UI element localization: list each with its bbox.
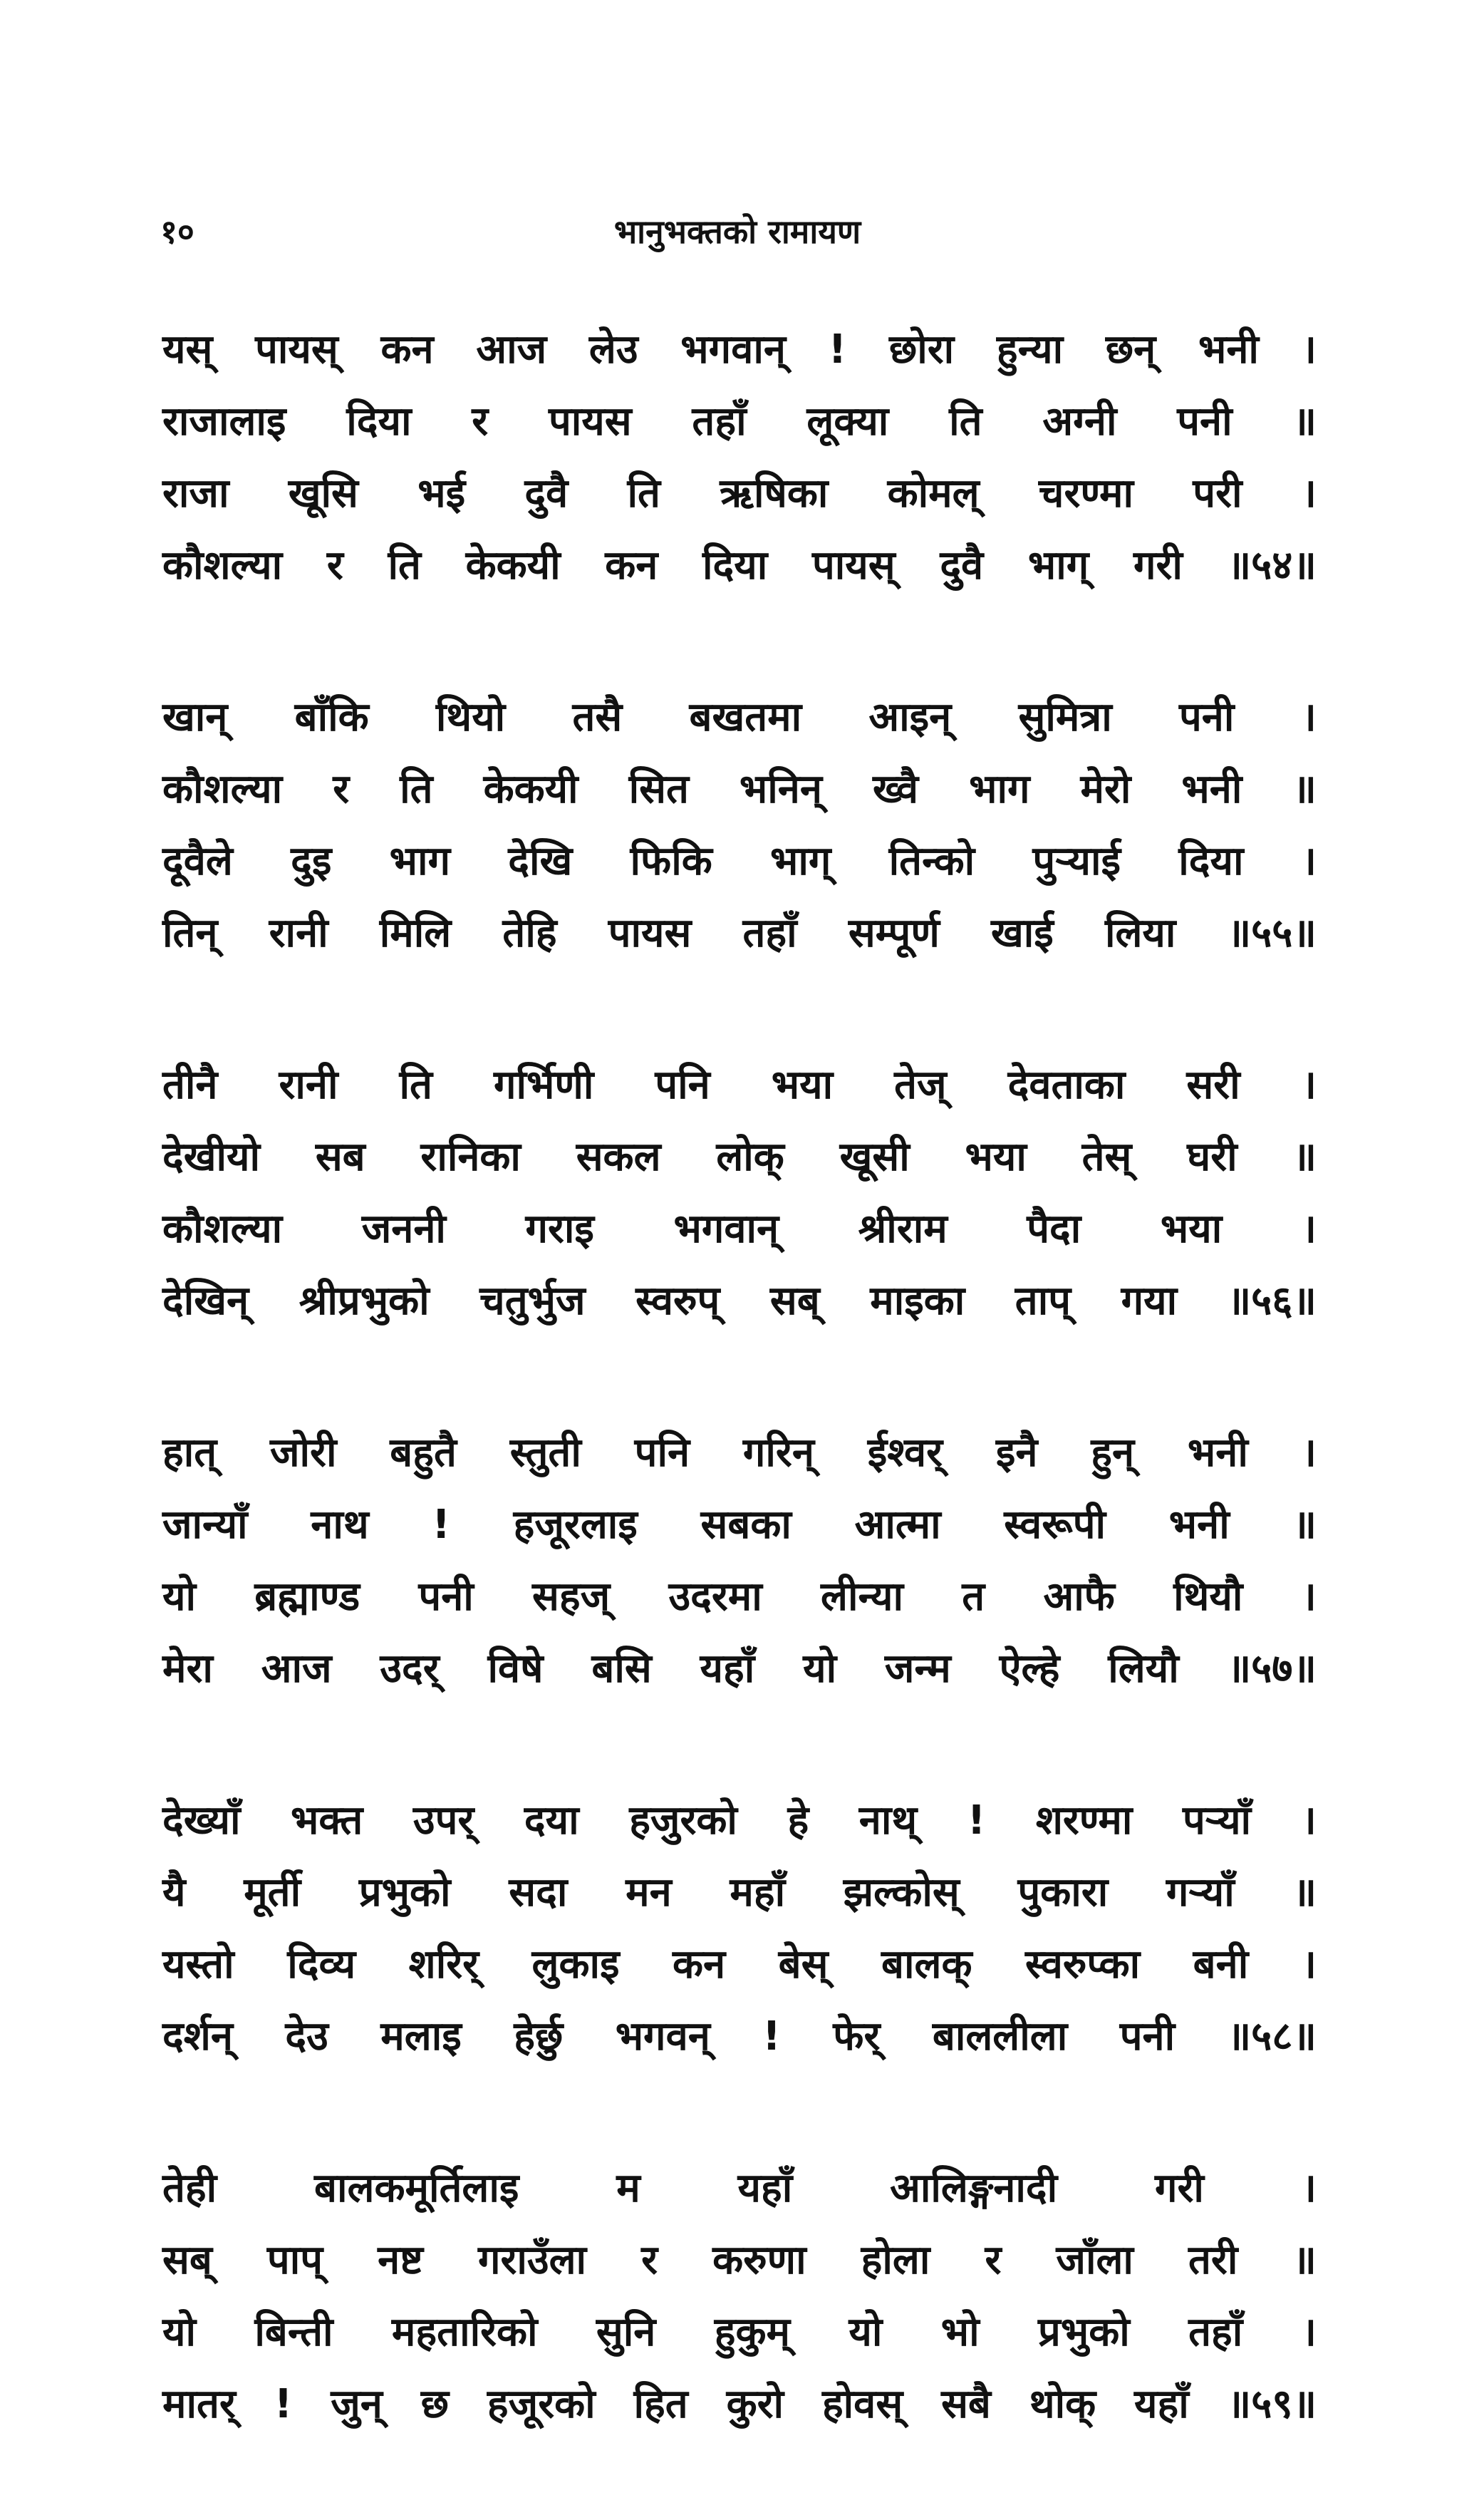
verse-line: हात् जोरी बहुतै स्तुती पनि गरिन् ईश्वर् इनै हुन् भनी । [162, 1430, 1317, 1476]
verse-line: मातर् ! जुन् छ हजूरको हित कुरो होवस् सबै थोक् यहाँ ॥५९॥ [162, 2381, 1317, 2427]
verse-line: कौशल्या र ति केकयी सित भनिन् ख्वै भाग मेरो भनी ॥ [162, 766, 1317, 812]
verse-line: यस्तो दिव्य शरिर् लुकाइ कन बेस् बालक् स्वरुप्का बनी । [162, 1941, 1317, 1988]
page-number: १० [160, 212, 194, 251]
verse-line: तेही बालकमूर्तिलाइ म यहाँ आलिङ्गनादी गरी । [162, 2165, 1317, 2211]
verse-line: तिन् रानी मिलि तेहि पायस तहाँ सम्पूर्ण खाई लिया ॥५५॥ [162, 910, 1317, 956]
verse-line: मेरा आज उदर् विषे बसि यहाँ यो जन्म ऐल्हे लियौ ॥५७॥ [162, 1646, 1317, 1692]
verse-line: राजा खूसि भई दुवै ति ऋषिका कोमल् चरण्मा परी । [162, 470, 1317, 517]
verse-line: तीनै रानी ति गर्भिणी पनि भया तेज् देवताका सरी । [162, 1062, 1317, 1108]
verse-line: यो ब्रह्माण्ड पनी सहज् उदरमा लीन्या त आफै थियौ । [162, 1574, 1317, 1620]
verse-line: देखीयो सब रानिका सकल लोक् खूसी भया तेस् घरी ॥ [162, 1134, 1317, 1180]
verse-line: दर्शन् देउ मलाइ हेर्छु भगवन् ! फेर् बाललीला पनी ॥५८॥ [162, 2013, 1317, 2060]
running-title: भानुभक्तको रामायण [613, 212, 861, 251]
stanza [162, 681, 1317, 969]
verse-line: यै मूर्ती प्रभुको सदा मन महाँ झल्कोस् पुकारा गऱ्याँ ॥ [162, 1869, 1317, 1916]
stanza [162, 1785, 1317, 2072]
verse-line: देखिन् श्रीप्रभुको चतुर्भुज स्वरुप् सब् माइका ताप् गया ॥५६॥ [162, 1278, 1317, 1324]
verse-line: दूवैले दुइ भाग देखि फिकि भाग् तिन्को पुऱ्याई दिया । [162, 838, 1317, 884]
stanza [162, 1417, 1317, 1705]
verse-line: जान्याँ नाथ ! हजूरलाइ सबका आत्मा स्वरूपी भनी ॥ [162, 1502, 1317, 1548]
verse-line: देख्याँ भक्त उपर् दया हजुरको हे नाथ् ! शरण्मा पऱ्याँ । [162, 1797, 1317, 1844]
stanza [162, 2152, 1317, 2440]
page-header [160, 203, 1314, 260]
verse-line: यस् पायस् कन आज लेउ भगवान् ! छोरा हुन्या छन् भनी । [162, 326, 1317, 373]
verse-line: खान् बाँकि थियो तसै बखतमा आइन् सुमित्रा पनी । [162, 694, 1317, 740]
stanza [162, 1049, 1317, 1337]
stanza [162, 314, 1317, 601]
verse-line: राजालाइ दिया र पायस तहाँ लूक्या ति अग्नी पनी ॥ [162, 398, 1317, 445]
verse-line: यो बिन्ती महतारिको सुनि हुकुम् यो भो प्रभुको तहाँ । [162, 2309, 1317, 2355]
verse-line: कौशल्या जननी गराइ भगवान् श्रीराम पैदा भया । [162, 1206, 1317, 1252]
verse-line: सब् पाप् नष्ट गराउँला र करुणा होला र जाँला तरी ॥ [162, 2237, 1317, 2283]
verse-line: कौशल्या र ति केकयी कन दिया पायस् दुवै भाग् गरी ॥५४॥ [162, 542, 1317, 589]
verse-body [162, 314, 1317, 2520]
